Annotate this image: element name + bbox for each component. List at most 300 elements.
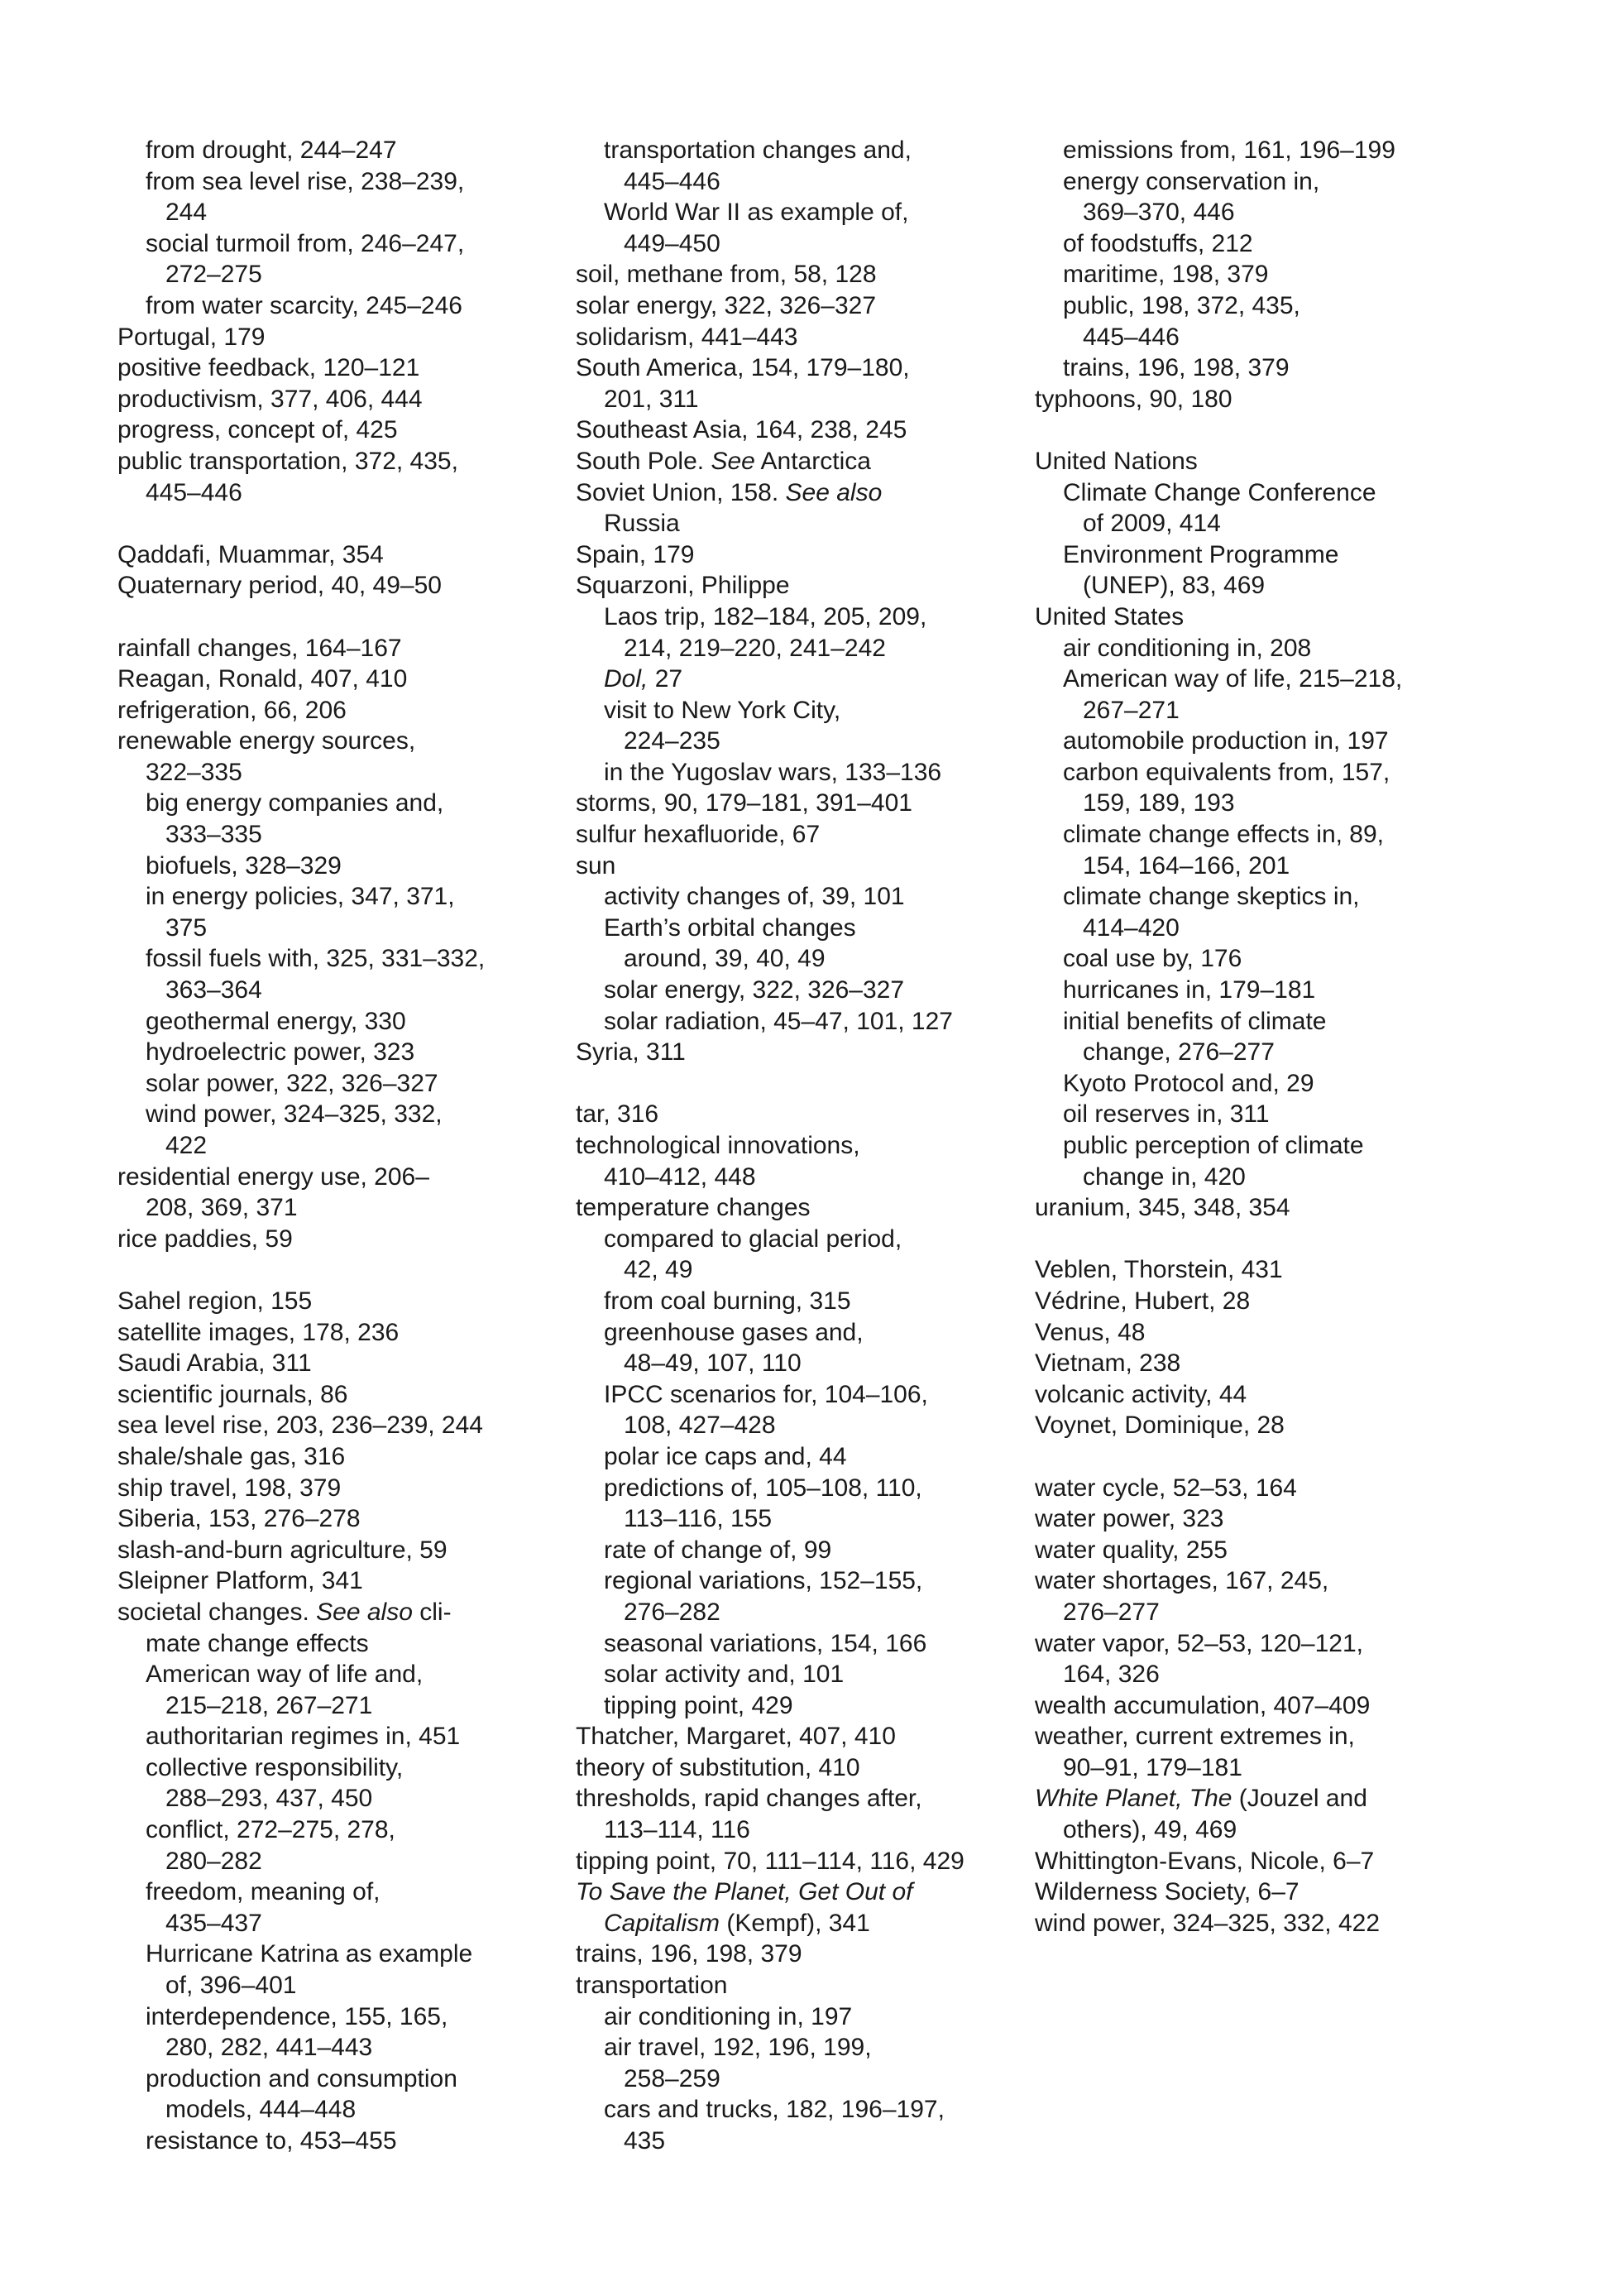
index-subentry xyxy=(576,664,1039,695)
entry-text: thresholds, rapid changes after, xyxy=(576,1785,922,1813)
index-entry xyxy=(576,1752,1039,1784)
index-subentry xyxy=(576,695,1039,726)
index-entry xyxy=(117,1162,581,1193)
entry-text: sea level rise, 203, 236–239, 244 xyxy=(117,1412,483,1440)
entry-italic-text: See also xyxy=(785,478,883,506)
entry-text: United Nations xyxy=(1035,447,1198,475)
index-subentry xyxy=(576,2001,1039,2033)
index-entry xyxy=(117,1224,581,1255)
index-entry xyxy=(117,1597,581,1628)
entry-text-after: (Kempf), 341 xyxy=(720,1909,870,1937)
entry-text: 280, 282, 441–443 xyxy=(165,2034,373,2062)
index-subentry xyxy=(576,975,1039,1006)
entry-text: around, 39, 40, 49 xyxy=(624,945,826,973)
entry-text: climate change effects in, 89, xyxy=(1063,821,1385,849)
index-entry xyxy=(576,1970,1039,2001)
entry-text: ship travel, 198, 379 xyxy=(117,1474,342,1502)
index-subentry xyxy=(1035,1037,1498,1068)
index-entry xyxy=(1035,1254,1498,1286)
index-subentry xyxy=(117,1192,581,1224)
entry-text: 333–335 xyxy=(165,821,262,849)
index-subentry xyxy=(1035,943,1498,975)
entry-text: water shortages, 167, 245, xyxy=(1035,1567,1329,1595)
index-subentry xyxy=(576,881,1039,913)
index-entry xyxy=(117,384,581,415)
entry-text: from coal burning, 315 xyxy=(604,1287,851,1315)
index-entry xyxy=(576,819,1039,851)
index-subentry xyxy=(117,1659,581,1690)
index-subentry xyxy=(117,1068,581,1100)
entry-text: shale/shale gas, 316 xyxy=(117,1442,346,1470)
entry-text: change in, 420 xyxy=(1083,1162,1246,1191)
entry-text: regional variations, 152–155, xyxy=(604,1567,923,1595)
index-subentry xyxy=(576,1565,1039,1597)
index-entry xyxy=(576,415,1039,446)
index-subentry xyxy=(1035,290,1498,322)
index-subentry xyxy=(1035,757,1498,789)
entry-italic-text: See xyxy=(711,447,755,475)
index-entry xyxy=(117,1441,581,1473)
index-entry xyxy=(117,1348,581,1379)
index-entry xyxy=(117,415,581,446)
entry-text: others), 49, 469 xyxy=(1063,1816,1237,1844)
entry-text: satellite images, 178, 236 xyxy=(117,1318,400,1346)
index-subentry xyxy=(117,166,581,198)
index-subentry xyxy=(576,1690,1039,1722)
index-subentry xyxy=(576,2064,1039,2095)
index-subentry xyxy=(1035,508,1498,539)
entry-text: Earth’s orbital changes xyxy=(604,913,856,942)
index-subentry xyxy=(1035,788,1498,819)
entry-text: 108, 427–428 xyxy=(624,1412,776,1440)
entry-text: United States xyxy=(1035,602,1185,630)
index-entry xyxy=(576,290,1039,322)
entry-text: 375 xyxy=(165,913,208,942)
entry-text: social turmoil from, 246–247, xyxy=(146,229,465,257)
index-entry xyxy=(576,1130,1039,1162)
index-subentry xyxy=(117,788,581,819)
entry-text: scientific journals, 86 xyxy=(117,1380,348,1408)
index-entry xyxy=(117,570,581,602)
index-subentry xyxy=(117,2001,581,2033)
entry-text: in the Yugoslav wars, 133–136 xyxy=(604,758,942,786)
entry-text: 276–277 xyxy=(1063,1598,1160,1626)
index-subentry xyxy=(576,2126,1039,2157)
entry-text: 410–412, 448 xyxy=(604,1162,756,1191)
index-entry xyxy=(1035,602,1498,633)
index-subentry xyxy=(576,1908,1039,1939)
entry-text: compared to glacial period, xyxy=(604,1225,902,1253)
entry-text: sun xyxy=(576,851,616,880)
entry-text: geothermal energy, 330 xyxy=(146,1007,406,1035)
index-entry xyxy=(576,1877,1039,1908)
entry-italic-text: White Planet, The xyxy=(1035,1785,1232,1813)
entry-text: 276–282 xyxy=(624,1598,720,1626)
entry-text: of, 396–401 xyxy=(165,1972,297,2000)
index-entry xyxy=(576,1721,1039,1752)
entry-text: Sahel region, 155 xyxy=(117,1287,313,1315)
index-entry xyxy=(576,352,1039,384)
entry-text: Whittington-Evans, Nicole, 6–7 xyxy=(1035,1847,1375,1875)
entry-text: 445–446 xyxy=(1083,323,1180,351)
entry-text: water vapor, 52–53, 120–121, xyxy=(1035,1629,1363,1657)
entry-text: weather, current extremes in, xyxy=(1035,1723,1355,1751)
entry-text: 449–450 xyxy=(624,229,720,257)
index-subentry xyxy=(1035,1752,1498,1784)
entry-text: temperature changes xyxy=(576,1194,811,1222)
entry-text: slash-and-burn agriculture, 59 xyxy=(117,1536,448,1564)
index-subentry xyxy=(576,1224,1039,1255)
letter-section-gap xyxy=(1035,1224,1498,1255)
entry-text: 363–364 xyxy=(165,976,262,1004)
index-entry xyxy=(117,695,581,726)
entry-text: Kyoto Protocol and, 29 xyxy=(1063,1069,1314,1097)
entry-text: oil reserves in, 311 xyxy=(1063,1100,1270,1129)
index-subentry xyxy=(576,633,1039,664)
entry-text: Environment Programme xyxy=(1063,540,1339,568)
entry-text: Squarzoni, Philippe xyxy=(576,572,790,600)
index-entry xyxy=(117,726,581,757)
index-column-1 xyxy=(117,135,581,2157)
entry-text: (UNEP), 83, 469 xyxy=(1083,572,1266,600)
entry-text: transportation xyxy=(576,1972,728,2000)
entry-text: 267–271 xyxy=(1083,696,1180,724)
entry-text: solar power, 322, 326–327 xyxy=(146,1069,438,1097)
entry-text: 445–446 xyxy=(146,478,242,506)
index-subentry xyxy=(117,819,581,851)
index-subentry xyxy=(1035,975,1498,1006)
index-subentry xyxy=(1035,1659,1498,1690)
index-entry xyxy=(1035,1286,1498,1317)
entry-text: water cycle, 52–53, 164 xyxy=(1035,1474,1297,1502)
entry-text: activity changes of, 39, 101 xyxy=(604,883,905,911)
entry-text: technological innovations, xyxy=(576,1132,860,1159)
entry-text: authoritarian regimes in, 451 xyxy=(146,1723,461,1751)
entry-text: in energy policies, 347, 371, xyxy=(146,883,455,911)
entry-italic-text: Dol, xyxy=(604,665,649,693)
entry-text: public transportation, 372, 435, xyxy=(117,447,458,475)
entry-text: trains, 196, 198, 379 xyxy=(1063,354,1290,382)
entry-text: residential energy use, 206– xyxy=(117,1162,429,1191)
index-subentry xyxy=(1035,1006,1498,1038)
index-subentry xyxy=(1035,259,1498,290)
entry-text: from water scarcity, 245–246 xyxy=(146,291,462,319)
index-entry xyxy=(1035,1535,1498,1566)
index-subentry xyxy=(1035,197,1498,228)
entry-text: maritime, 198, 379 xyxy=(1063,261,1269,289)
index-subentry xyxy=(576,913,1039,944)
index-subentry xyxy=(1035,851,1498,882)
entry-text: Qaddafi, Muammar, 354 xyxy=(117,540,384,568)
entry-text: 113–116, 155 xyxy=(624,1505,773,1533)
index-subentry xyxy=(576,602,1039,633)
index-subentry xyxy=(576,1503,1039,1535)
index-subentry xyxy=(1035,1814,1498,1846)
index-entry xyxy=(1035,1690,1498,1722)
index-entry xyxy=(576,259,1039,290)
index-subentry xyxy=(576,1441,1039,1473)
index-entry xyxy=(576,1846,1039,1877)
index-entry xyxy=(117,1535,581,1566)
index-subentry xyxy=(117,1970,581,2001)
index-subentry xyxy=(117,943,581,975)
entry-text: 113–114, 116 xyxy=(604,1816,750,1844)
entry-text: productivism, 377, 406, 444 xyxy=(117,385,423,413)
index-subentry xyxy=(1035,166,1498,198)
entry-text: Quaternary period, 40, 49–50 xyxy=(117,572,442,600)
index-subentry xyxy=(117,1752,581,1784)
index-subentry xyxy=(1035,881,1498,913)
index-subentry xyxy=(576,1006,1039,1038)
index-subentry xyxy=(576,1473,1039,1504)
entry-text: Siberia, 153, 276–278 xyxy=(117,1505,361,1533)
entry-text: Laos trip, 182–184, 205, 209, xyxy=(604,602,927,630)
index-entry xyxy=(576,1939,1039,1970)
index-entry xyxy=(1035,1348,1498,1379)
index-subentry xyxy=(576,757,1039,789)
entry-text: rice paddies, 59 xyxy=(117,1225,293,1253)
index-subentry xyxy=(1035,539,1498,571)
index-entry xyxy=(1035,1565,1498,1597)
entry-text: 42, 49 xyxy=(624,1256,693,1284)
entry-text: Southeast Asia, 164, 238, 245 xyxy=(576,416,907,444)
entry-text: production and consumption xyxy=(146,2064,457,2092)
index-subentry xyxy=(117,477,581,509)
entry-text: 322–335 xyxy=(146,758,242,786)
entry-text: transportation changes and, xyxy=(604,137,912,164)
index-entry xyxy=(1035,1877,1498,1908)
index-subentry xyxy=(1035,913,1498,944)
entry-text: models, 444–448 xyxy=(165,2096,357,2124)
index-entry xyxy=(1035,1317,1498,1349)
index-entry xyxy=(117,352,581,384)
entry-text: water power, 323 xyxy=(1035,1505,1224,1533)
entry-text: wind power, 324–325, 332, 422 xyxy=(1035,1909,1380,1937)
index-entry xyxy=(117,1565,581,1597)
index-entry xyxy=(576,1099,1039,1130)
entry-text: visit to New York City, xyxy=(604,696,841,724)
entry-text: 272–275 xyxy=(165,261,262,289)
index-entry xyxy=(576,1037,1039,1068)
entry-text: World War II as example of, xyxy=(604,199,909,227)
entry-text: solar radiation, 45–47, 101, 127 xyxy=(604,1007,953,1035)
index-entry xyxy=(1035,1473,1498,1504)
entry-text: wealth accumulation, 407–409 xyxy=(1035,1691,1371,1719)
index-entry xyxy=(576,1192,1039,1224)
entry-text: tar, 316 xyxy=(576,1100,659,1129)
entry-text: American way of life and, xyxy=(146,1661,424,1689)
entry-text: water quality, 255 xyxy=(1035,1536,1228,1564)
index-subentry xyxy=(576,228,1039,260)
index-entry xyxy=(117,1410,581,1441)
entry-text: fossil fuels with, 325, 331–332, xyxy=(146,945,486,973)
entry-text: cars and trucks, 182, 196–197, xyxy=(604,2096,945,2124)
entry-text: 215–218, 267–271 xyxy=(165,1691,373,1719)
entry-text: air conditioning in, 208 xyxy=(1063,634,1312,662)
entry-text: South Pole. xyxy=(576,447,711,475)
entry-text: IPCC scenarios for, 104–106, xyxy=(604,1380,928,1408)
entry-text: rate of change of, 99 xyxy=(604,1536,832,1564)
letter-section-gap xyxy=(117,602,581,633)
index-subentry xyxy=(117,1690,581,1722)
index-subentry xyxy=(576,1628,1039,1660)
index-subentry xyxy=(576,1814,1039,1846)
entry-text: Saudi Arabia, 311 xyxy=(117,1349,312,1378)
index-subentry xyxy=(117,2126,581,2157)
index-subentry xyxy=(1035,1130,1498,1162)
entry-text: 435 xyxy=(624,2127,666,2155)
entry-text: carbon equivalents from, 157, xyxy=(1063,758,1390,786)
index-subentry xyxy=(1035,228,1498,260)
index-subentry xyxy=(1035,322,1498,353)
index-subentry xyxy=(117,1783,581,1814)
entry-text: collective responsibility, xyxy=(146,1753,404,1781)
index-entry xyxy=(1035,1908,1498,1939)
entry-text: Védrine, Hubert, 28 xyxy=(1035,1287,1251,1315)
index-entry xyxy=(117,1473,581,1504)
entry-text: mate change effects xyxy=(146,1629,369,1657)
index-column-3 xyxy=(1035,135,1498,1939)
index-subentry xyxy=(1035,633,1498,664)
entry-text: rainfall changes, 164–167 xyxy=(117,634,402,662)
index-subentry xyxy=(576,135,1039,166)
letter-section-gap xyxy=(117,508,581,539)
index-subentry xyxy=(576,726,1039,757)
entry-text: solar energy, 322, 326–327 xyxy=(576,291,877,319)
entry-text: air conditioning in, 197 xyxy=(604,2002,853,2030)
entry-text: interdependence, 155, 165, xyxy=(146,2002,448,2030)
index-entry xyxy=(576,570,1039,602)
index-subentry xyxy=(117,1037,581,1068)
index-subentry xyxy=(117,851,581,882)
letter-section-gap xyxy=(1035,415,1498,446)
index-subentry xyxy=(576,1254,1039,1286)
entry-text: Vietnam, 238 xyxy=(1035,1349,1181,1378)
index-subentry xyxy=(117,1814,581,1846)
entry-text: 154, 164–166, 201 xyxy=(1083,851,1290,880)
entry-text: 164, 326 xyxy=(1063,1661,1160,1689)
entry-text: Voynet, Dominique, 28 xyxy=(1035,1412,1285,1440)
index-entry xyxy=(576,539,1039,571)
index-entry xyxy=(1035,1628,1498,1660)
index-subentry xyxy=(1035,1162,1498,1193)
index-subentry xyxy=(117,1099,581,1130)
entry-text: resistance to, 453–455 xyxy=(146,2127,397,2155)
index-subentry xyxy=(117,1006,581,1038)
index-subentry xyxy=(1035,1099,1498,1130)
entry-text: 48–49, 107, 110 xyxy=(624,1349,802,1378)
entry-text: typhoons, 90, 180 xyxy=(1035,385,1232,413)
entry-text: 224–235 xyxy=(624,727,720,755)
entry-text: Russia xyxy=(604,510,680,538)
entry-text: Veblen, Thorstein, 431 xyxy=(1035,1256,1283,1284)
index-entry xyxy=(1035,1783,1498,1814)
entry-text: trains, 196, 198, 379 xyxy=(576,1940,802,1968)
entry-text: American way of life, 215–218, xyxy=(1063,665,1403,693)
index-subentry xyxy=(117,881,581,913)
index-subentry xyxy=(117,757,581,789)
index-subentry xyxy=(1035,570,1498,602)
index-subentry xyxy=(117,259,581,290)
entry-text: 280–282 xyxy=(165,1847,262,1875)
index-subentry xyxy=(117,228,581,260)
entry-text: 422 xyxy=(165,1132,208,1159)
entry-text: Soviet Union, 158. xyxy=(576,478,786,506)
entry-text: 214, 219–220, 241–242 xyxy=(624,634,886,662)
entry-text: 435–437 xyxy=(165,1909,262,1937)
entry-italic-text: See also xyxy=(316,1598,413,1626)
index-subentry xyxy=(117,1939,581,1970)
entry-text: seasonal variations, 154, 166 xyxy=(604,1629,927,1657)
index-subentry xyxy=(576,943,1039,975)
entry-text: climate change skeptics in, xyxy=(1063,883,1360,911)
index-subentry xyxy=(117,1877,581,1908)
entry-text: coal use by, 176 xyxy=(1063,945,1242,973)
entry-text: societal changes. xyxy=(117,1598,317,1626)
index-subentry xyxy=(117,290,581,322)
entry-text: Venus, 48 xyxy=(1035,1318,1146,1346)
index-entry xyxy=(576,446,1039,477)
entry-text: South America, 154, 179–180, xyxy=(576,354,910,382)
entry-text: tipping point, 70, 111–114, 116, 429 xyxy=(576,1847,964,1875)
index-subentry xyxy=(117,2094,581,2126)
entry-text: solar energy, 322, 326–327 xyxy=(604,976,905,1004)
entry-text: biofuels, 328–329 xyxy=(146,851,342,880)
entry-text: big energy companies and, xyxy=(146,789,444,817)
entry-text: renewable energy sources, xyxy=(117,727,416,755)
index-entry xyxy=(576,788,1039,819)
index-subentry xyxy=(1035,819,1498,851)
index-entry xyxy=(1035,1192,1498,1224)
entry-text: 244 xyxy=(165,199,208,227)
entry-text: emissions from, 161, 196–199 xyxy=(1063,137,1395,164)
entry-text: Portugal, 179 xyxy=(117,323,266,351)
index-entry xyxy=(1035,384,1498,415)
entry-italic-text: Capitalism xyxy=(604,1909,720,1937)
index-subentry xyxy=(576,384,1039,415)
index-entry xyxy=(117,1286,581,1317)
index-entry xyxy=(576,851,1039,882)
index-subentry xyxy=(576,2094,1039,2126)
entry-text: volcanic activity, 44 xyxy=(1035,1380,1247,1408)
index-subentry xyxy=(117,1628,581,1660)
letter-section-gap xyxy=(576,1068,1039,1100)
letter-section-gap xyxy=(1035,1441,1498,1473)
index-entry xyxy=(117,446,581,477)
entry-text: polar ice caps and, 44 xyxy=(604,1442,847,1470)
entry-text: air travel, 192, 196, 199, xyxy=(604,2034,872,2062)
entry-text: Wilderness Society, 6–7 xyxy=(1035,1878,1299,1906)
index-entry xyxy=(117,633,581,664)
index-subentry xyxy=(117,1130,581,1162)
index-column-2 xyxy=(576,135,1039,2157)
index-entry xyxy=(1035,1846,1498,1877)
index-entry xyxy=(117,1379,581,1411)
index-subentry xyxy=(117,913,581,944)
index-entry xyxy=(1035,1503,1498,1535)
index-subentry xyxy=(576,2032,1039,2064)
index-subentry xyxy=(117,2064,581,2095)
entry-text: energy conservation in, xyxy=(1063,167,1320,195)
index-subentry xyxy=(576,197,1039,228)
entry-text: solar activity and, 101 xyxy=(604,1661,845,1689)
index-subentry xyxy=(1035,726,1498,757)
entry-text-after: Antarctica xyxy=(754,447,871,475)
index-subentry xyxy=(117,2032,581,2064)
entry-text-after: 27 xyxy=(648,665,683,693)
index-subentry xyxy=(576,1162,1039,1193)
index-subentry xyxy=(576,1379,1039,1411)
